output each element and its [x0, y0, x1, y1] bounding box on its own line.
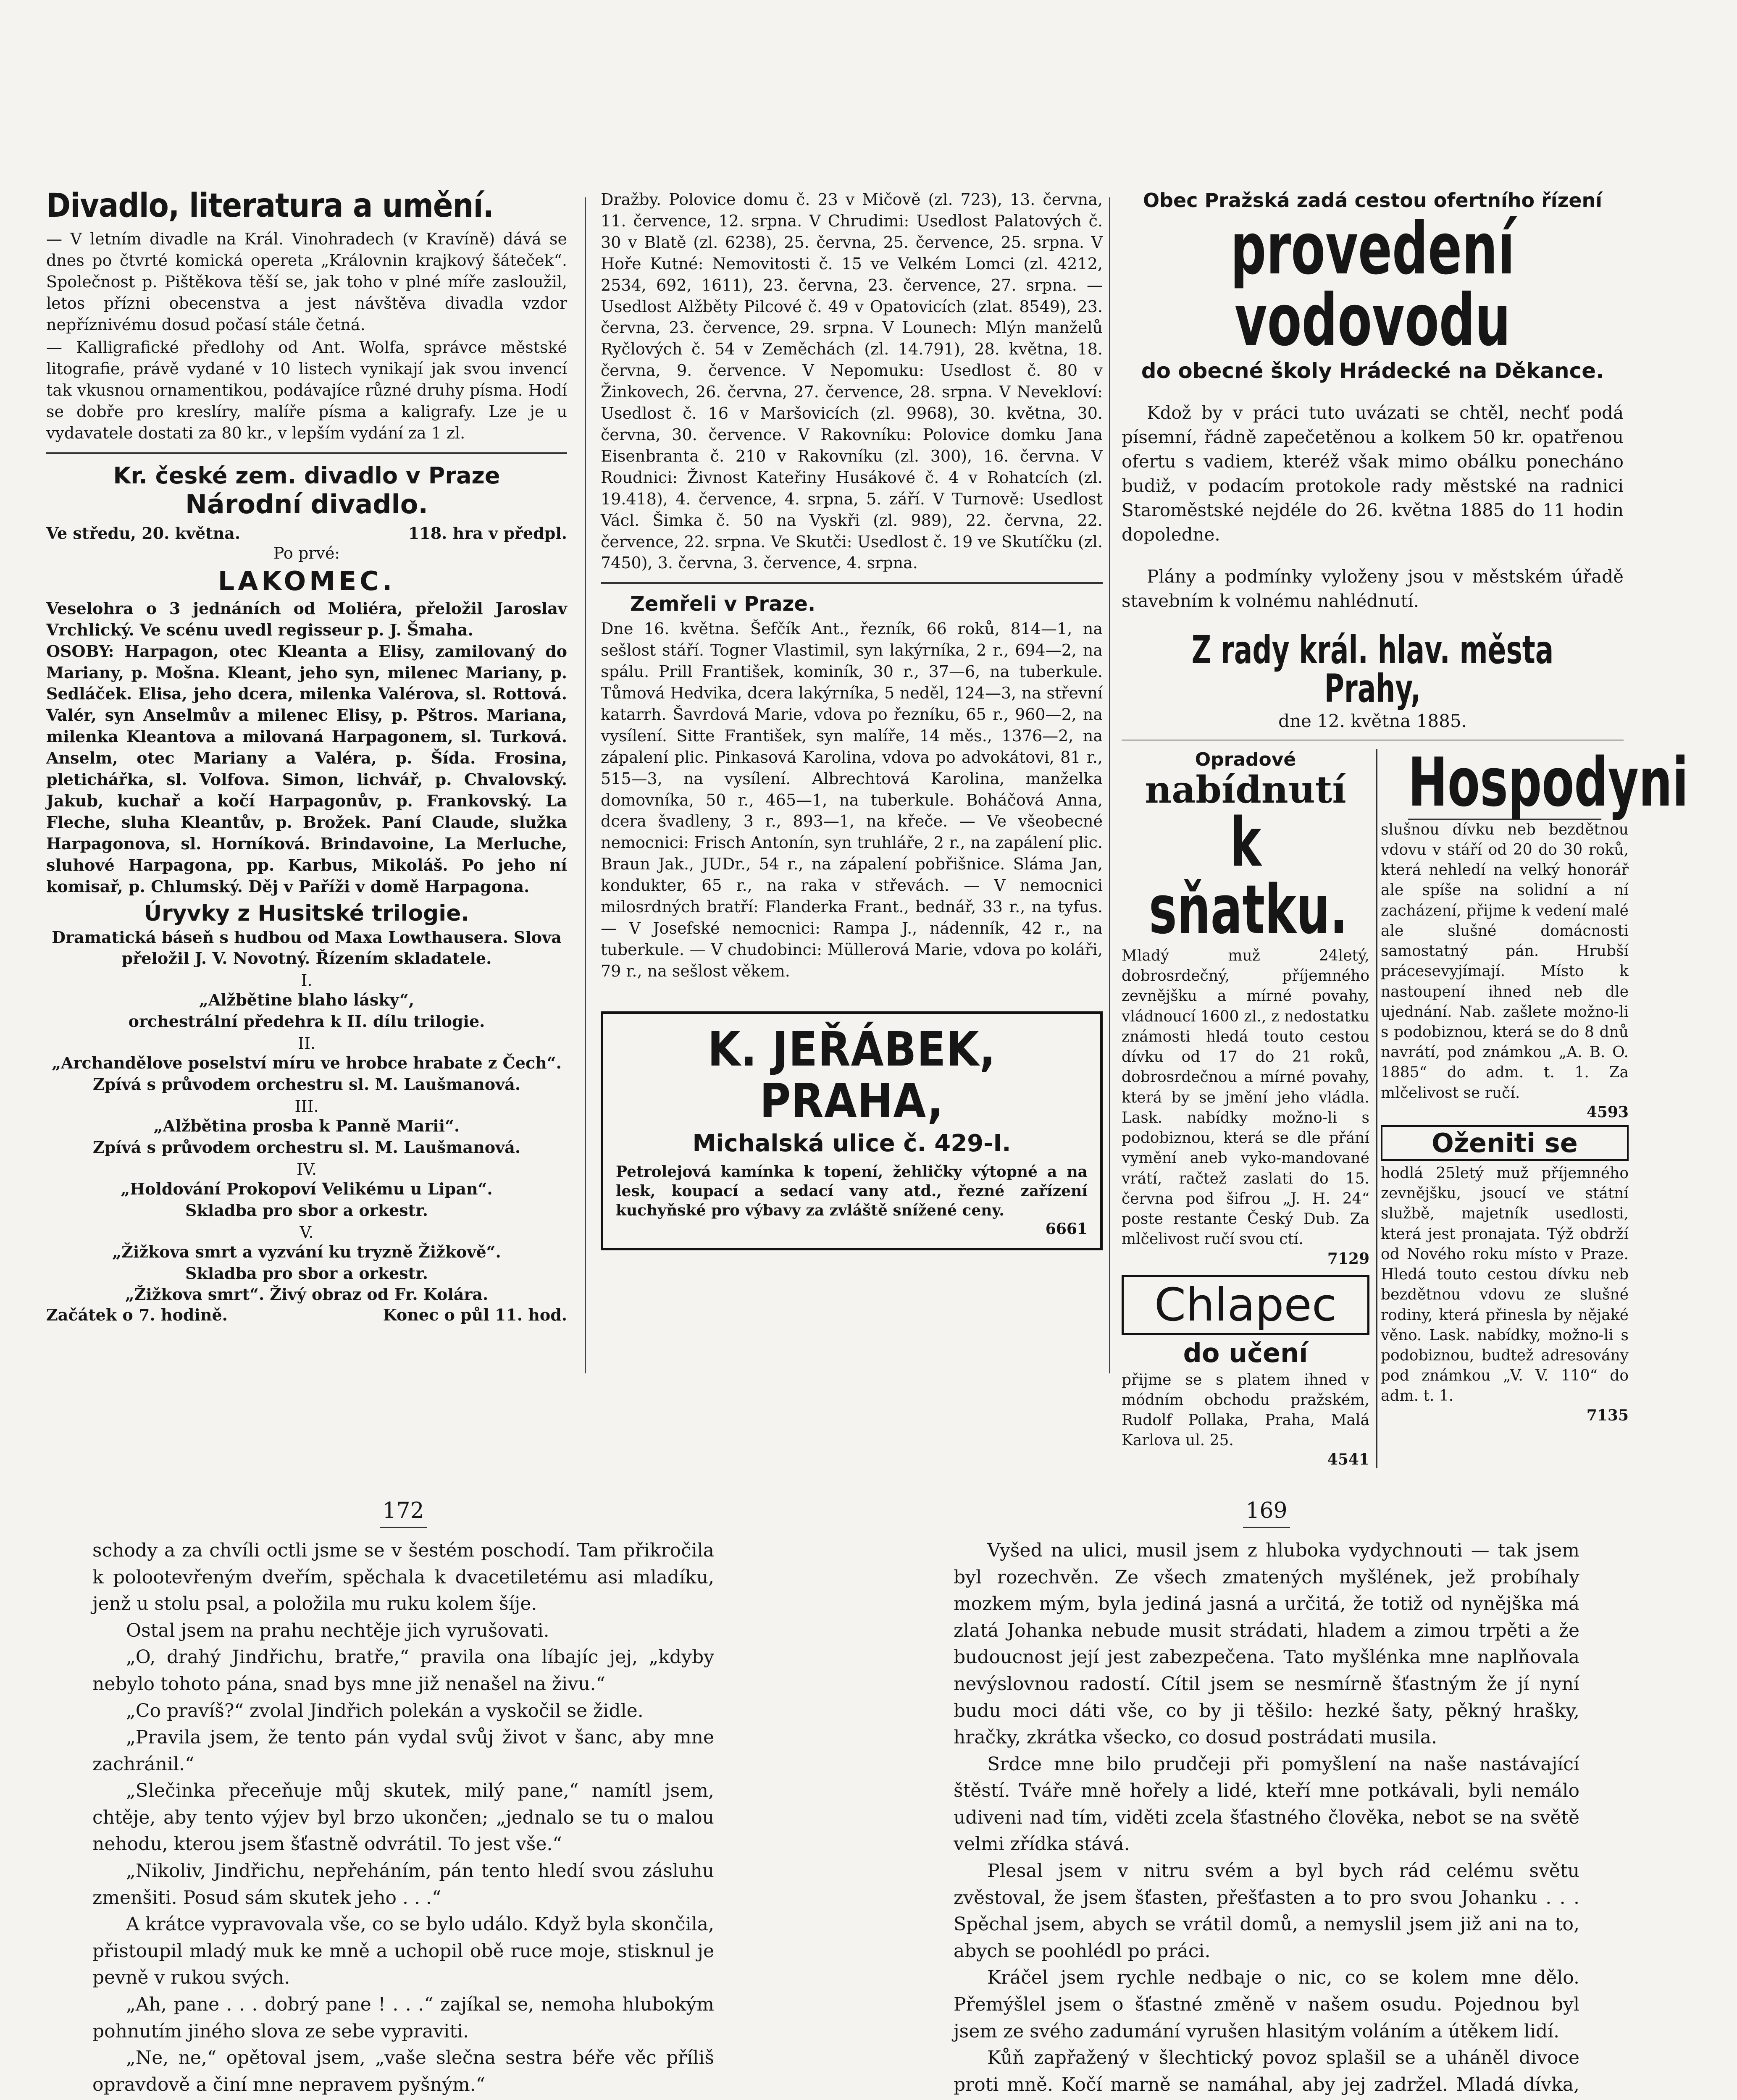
hospodyni-heading: Hospodyni — [1408, 743, 1689, 822]
provedeni-sub: do obecné školy Hrádecké na Děkance. — [1141, 359, 1604, 383]
time-line — [46, 1305, 567, 1324]
cast-list: OSOBY: Harpagon, otec Kleanta a Elisy, zamilovaný do Mariany, p. Mošna. Kleant, jeho syn, milenec Mariany, p. Sedláček. Elisa, jeho dcera, milenka Valérova, sl. Rottová. Valér, syn Anselmův a milenec Elisy, p. Pštros. Mariana, milenka Kleantova a milovaná Harpagonem, sl. Turková. Anselm, otec Mariany a Valéra, p. Šída. Frosina, pletichářka, sl. Volfova. Simon, lichvář, p. Chvalovský. Jakub, kuchař a kočí Harpagonův, p. Frankovský. La Fleche, sluha Kleantův, p. Brožek. Paní Claude, služka Harpagonova, sl. Horníková. Brindavoine, La Merluche, sluhové Harpagona, pp. Karbus, Mikoláš. Po jeho ní komisař, p. Chlumský. Děj v Paříži v domě Harpagona. — [46, 641, 567, 896]
notice-kalligrafie: — Kalligrafické předlohy od Ant. Wolfa, správce městské litografie, právě vydané v 10 listech vynikají jak svou invencí tak vkusnou ornamentikou, podávajíce různé druhy písma. Hodí se dobře pro kreslíry, malíře písma a kaligrafy. Lze je u vydavatele dostati za 80 kr., v lepším vydání za 1 zl. — [46, 338, 567, 443]
provedeni-heading: provedení vodovodu — [1230, 207, 1515, 362]
play-desc: Veselohra o 3 jednáních od Moliéra, přeložil Jaroslav Vrchlický. Ve scénu uvedl regisseur p. J. Šmaha. — [46, 598, 567, 639]
divider — [46, 452, 567, 454]
notice-vinohrady: — V letním divadle na Král. Vinohradech (v Kravíně) dává se dnes po čtvrté komická opereta „Královnin krajkový šáteček“. Společnost p. Pištěkova těší se, jak toho v plné míře zasloužil, letos přízni obecenstva a jest návštěva divadla vzdor nepříznivému dosud počasí stále četná. — [46, 229, 567, 334]
play-number: 118. hra v předpl. — [408, 523, 567, 543]
ozeniti-text: hodlá 25letý muž příjemného zevnějšku, jsoucí ve státní službě, majetník usedlosti, která jest pronajata. Týž obdrží od Nového roku místo v Praze. Hledá touto cestou dívku neb bezdětnou vdovu ze slušné rodiny, která přinesla by nějaké věno. Lask. nabídky, možno-li s podobiznou, budtež adresovány pod známkou „V. V. 110“ do adm. t. 1. — [1381, 1164, 1629, 1405]
notices-column — [601, 189, 1103, 1250]
part-4: IV. „Holdování Prokopoví Velikému u Lipan“. Skladba pro sbor a orkestr. — [121, 1160, 493, 1220]
ad-code: 6661 — [1045, 1220, 1088, 1238]
ozeniti-code: 7135 — [1586, 1406, 1629, 1424]
dead-title: Zemřeli v Praze. — [630, 592, 816, 616]
chlapec-text: přijme se s platem ihned v módním obchodu pražském, Rudolf Pollaka, Praha, Malá Karlova ul. 25. — [1122, 1371, 1369, 1449]
ad-address: Michalská ulice č. 429-I. — [692, 1130, 1011, 1158]
part-1: I. „Alžbětine blaho lásky“, orchestrální předehra k II. dílu trilogie. — [128, 971, 485, 1031]
chlapec-code: 4541 — [1327, 1451, 1369, 1469]
play-info-line — [46, 524, 567, 543]
culture-column — [46, 189, 567, 1324]
book-page-right: 169 Vyšed na ulici, musil jsem z hluboka vydychnouti — tak jsem byl rozechvěn. Ze všech zmatených myšlének, jež probíhaly mozkem mým, byla jediná jasná a určitá, že totiž od nynějška má zlatá Johanka nebude musit strádati, hladem a zimou trpěti a že budoucnost její jest zabezpečena. Tato myšlénka mne naplňovala nevýslovnou radostí. Cítil jsem se nesmírně šťastným že jí nyní budu moci dáti vše, co by ji těšilo: hezké šaty, pěkný hrašky, hračky, zkrátka všecko, co dosud postrádati musila. Srdce mne bilo prudčeji při pomyšlení na naše nastávající štěstí. Tváře mně hořely a lidé, kteří mne potkávali, byli nemálo udiveni nad tím, viděti zcela šťastného člověka, nebot se na světě velmi zřídka stává. Plesal jsem v nitru svém a byl bych rád celému světu zvěstoval, že jsem šťasten, přešťasten a to pro svou Johanku . . . Spěchal jsem, abych se vrátil domů, a nemyslil jsem již ani na to, abych se poohlédl po práci. Kráčel jsem rychle nedbaje o nic, co se kolem mne dělo. Přemýšlel jsem o šťastné změně v našem osudu. Pojednou byl jsem ze svého zadumání vyrušen hlasitým voláním a útěkem lidí. Kůň zapřažený v šlechtický povoz splašil se a uháněl divoce proti mně. Kočí marně se namáhal, aby jej zadržel. Mladá dívka, — [954, 1495, 1579, 2100]
jerabek-ad — [601, 1011, 1103, 1251]
section-title: Divadlo, literatura a umění. — [46, 187, 494, 225]
last-line: „Žižkova smrt“. Živý obraz od Fr. Kolára. — [125, 1285, 489, 1304]
ads-right — [1376, 743, 1689, 1469]
cycle-desc: Dramatická báseň s hudbou od Maxa Lowthausera. Slova přeložil J. V. Novotný. Řízením skladatele. — [52, 927, 562, 968]
theatre-head: Kr. české zem. divadlo v Praze — [113, 462, 500, 489]
obec-text: Kdož by v práci tuto uvázati se chtěl, nechť podá písemní, řádně zapečetěnou a kolkem 50 kr. opatřenou ofertu s vadiem, kteréž však mimo obálku ponecháno budiž, v podacím protokole rady městské na radnici Staroměstské nejdéle do 26. května 1885 do 11 hodin dopoledne. Plány a podmínky vyloženy jsou v městském úřadě stavebním k volnému nahlédnutí. — [1122, 402, 1624, 611]
divider — [601, 582, 1103, 584]
date-line: dne 12. května 1885. — [1278, 710, 1467, 731]
theatre-sub: Národní divadlo. — [185, 488, 428, 520]
page-number: 172 — [92, 1495, 714, 1528]
chlapec-heading: Chlapec — [1122, 1275, 1369, 1335]
ozeniti-heading: Oženiti se — [1381, 1125, 1629, 1161]
opradove: Opradové — [1195, 748, 1296, 770]
ads-row — [1122, 743, 1689, 1469]
snatek-text: Mladý muž 24letý, dobrosrdečný, příjemného zevnějšku a mírné povahy, vládnoucí 1600 zl., z nedostatku známosti hledá touto cestou dívku od 17 do 21 roků, dobrosrdečnou a mírné povahy, která by se jmění jeho vládla. Lask. nabídky možno-li s podobiznou, která se dle přání vymění aneb vyko-mandované vrátí, račtež zaslati do 15. června pod šifrou „J. H. 24“ poste restante Český Dub. Za mlčelivost ručí svou ctí. — [1122, 947, 1369, 1248]
part-5: V. „Žižkova smrt a vyzvání ku tryzně Žižkově“. Skladba pro sbor a orkestr. — [112, 1223, 501, 1283]
zrady-heading: Z rady král. hlav. města Prahy, — [1191, 627, 1554, 711]
page-number: 169 — [954, 1495, 1579, 1528]
cycle-title: Úryvky z Husitské trilogie. — [144, 900, 470, 926]
ads-column — [1122, 189, 1689, 1469]
ads-left — [1122, 749, 1369, 1469]
play-date: Ve středu, 20. května. — [46, 523, 241, 543]
part-2: II. „Archandělove poselství míru ve hrobce hrabate z Čech“. Zpívá s průvodem orchestru sl. M. Laušmanová. — [52, 1034, 562, 1094]
start-time: Začátek o 7. hodině. — [46, 1305, 228, 1325]
part-3: III. „Alžbětina prosba k Panně Marii“. Zpívá s průvodem orchestru sl. M. Laušmanová. — [92, 1097, 521, 1157]
book-page-left: 172 schody a za chvíli octli jsme se v šestém poschodí. Tam přikročila k polootevřeným dveřím, spěchala k dvacetiletému asi mladíku, jenž u stolu psal, a položila mu ruku kolem šíje. Ostal jsem na prahu nechtěje jich vyrušovati. „O, drahý Jindřichu, bratře,“ pravila ona líbajíc jej, „kdyby nebylo tohoto pána, snad bys mne již nenašel na živu.“ „Co pravíš?“ zvolal Jindřich polekán a vyskočil se židle. „Pravila jsem, že tento pán vydal svůj život v šanc, aby mne zachránil.“ „Slečinka přeceňuje můj skutek, milý pane,“ namítl jsem, chtěje, aby tento výjev byl brzo ukončen; „jednalo se tu o malou nehodu, kterou jsem šťastně odvrátil. To jest vše.“ „Nikoliv, Jindřichu, nepřeháním, pán tento hledí svou zásluhu zmenšiti. Posud sám skutek jeho . . .“ A krátce vypravovala vše, co se bylo událo. Když byla skončila, přistoupil mladý muk ke mně a uchopil obě ruce moje, stisknul je pevně v rukou svých. „Ah, pane . . . dobrý pane ! . . .“ zajíkal se, nemoha hlubokým pohnutím jiného slova ze sebe vypraviti. „Ne, ne,“ opětoval jsem, „vaše slečna sestra béře věc příliš opravdově a činí mne nepravem pyšným.“ — [92, 1495, 714, 2100]
doudeni: do učení — [1183, 1337, 1308, 1368]
hosp-text: slušnou dívku neb bezdětnou vdovu v stáří od 20 do 30 roků, která nehledí na velký honorář ale spíše na solidní a ní zacházení, přijme k vedení malé ale slušné domácnosti samostatný pán. Hrubší prácesevyjímají. Místo k nastoupení ihned neb dle ujednání. Nab. zašlete možno-li s podobiznou, která se do 8 dnů navrátí, pod známkou „A. B. O. 1885“ do adm. t. 1. Za mlčelivost se ručí. — [1381, 821, 1629, 1102]
first-time: Po prvé: — [273, 543, 340, 562]
ksnatku: k sňatku. — [1148, 803, 1348, 949]
ad-text: Petrolejová kamínka k topení, žehličky výtopné a na lesk, koupací a sedací vany atd., řezné zařízení kuchyňské pro výbavy za zvláště snížené ceny. — [616, 1163, 1088, 1220]
ad-name: K. JEŘÁBEK, PRAHA, — [707, 1022, 996, 1129]
hosp-code: 4593 — [1586, 1103, 1629, 1121]
auctions-text: Dražby. Polovice domu č. 23 v Mičově (zl. 723), 13. června, 11. července, 12. srpna. V Chrudimi: Usedlost Palatových č. 30 v Blatě (zl. 6238), 25. června, 25. července, 25. srpna. V Hoře Kutné: Nemovitosti č. 15 ve Velkém Lomci (zl. 4212, 2534, 692, 1611), 23. června, 23. července, 27. srpna. — Usedlost Alžběty Pilcové č. 49 v Opatovicích (zlat. 8549), 23. června, 23. července, 29. srpna. V Lounech: Mlýn manželů Ryčlových č. 54 v Zeměchách (zl. 14.791), 28. května, 18. června, 9. července. V Nepomuku: Usedlost č. 80 v Žinkovech, 26. června, 27. července, 28. srpna. V Nevekloví: Usedlost č. 16 v Maršovicích (zl. 9968), 30. května, 30. června, 30. července. V Rakovníku: Polovice domku Jana Eisenbranta č. 210 v Rakovníku (zl. 300), 16. června. V Roudnici: Živnost Kateřiny Husákové č. 4 v Rohatcích (zl. 19.418), 4. července, 4. srpna, 5. září. V Turnově: Usedlost Václ. Šimka č. 50 na Vyskři (zl. 989), 22. června, 22. července, 22. srpna. Ve Skutči: Usedlost č. 19 ve Skutíčku (zl. 7450), 3. června, 3. července, 4. srpna. — [601, 190, 1103, 572]
column-rule-2 — [1109, 197, 1110, 1373]
play-title: LAKOMEC. — [218, 565, 396, 596]
column-rule-1 — [585, 197, 586, 1373]
obec-head: Obec Pražská zadá cestou ofertního řízení — [1143, 189, 1603, 212]
end-time: Konec o půl 11. hod. — [383, 1305, 567, 1325]
nabidnuti: nabídnutí — [1145, 767, 1346, 811]
dead-text: Dne 16. května. Šefčík Ant., řezník, 66 roků, 814—1, na sešlost stáří. Togner Vlastimil, syn lakýrníka, 2 r., 694—2, na spálu. Prill František, kominík, 30 r., 37—6, na tuberkule. Tůmová Hedvika, dcera lakýrníka, 5 neděl, 124—3, na střevní katarrh. Šavrdová Marie, vdova po řezníku, 65 r., 960—2, na vysílení. Sitte František, syn malíře, 14 měs., 1376—2, na zápalení plic. Pinkasová Karolina, vdova po advokátovi, 81 r., 515—3, na vysílení. Albrechtová Karolina, manželka domovníka, 50 r., 465—1, na tuberkule. Boháčová Anna, dcera švadleny, 3 r., 893—1, na křeče. — Ve všeobecné nemocnici: Frisch Antonín, syn truhláře, 2 r., na zapálení plic. Braun Jak., JUDr., 54 r., na zápalení pobřišnice. Sláma Jan, kondukter, 65 r., na raka v střevách. — V nemocnici milosrdných bratří: Flanderka Frant., bednář, 33 r., na tyfus. — V Josefské nemocnici: Rampa J., nádenník, 42 r., na tuberkule. — V chudobinci: Müllerová Marie, vdova po koláři, 79 r., na sešlost věkem. — [601, 620, 1103, 980]
snatek-code: 7129 — [1327, 1250, 1369, 1268]
